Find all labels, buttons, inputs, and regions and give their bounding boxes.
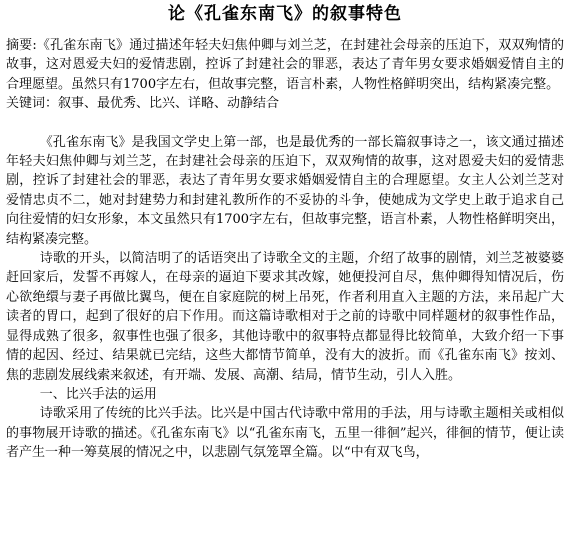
section-heading: 一、比兴手法的运用: [39, 386, 157, 402]
body-paragraph-intro: 《孔雀东南飞》是我国文学史上第一部，也是最优秀的一部长篇叙事诗之一，该文通过描述年轻夫妇焦仲卿与刘兰芝，在封建社会母亲的压迫下，双双殉情的故事，这对恩爱夫妇的爱情悲剧，控诉了封建社会的罪恶，表达了青年男女要求婚姻爱情自主的合理愿望。女主人公刘兰芝对爱情忠贞不二，她对封建势力和封建礼教所作的不妥协的斗争，使她成为文学史上敢于追求自己向往爱情的妇女形象，本文虽然只有1700字左右，但故事完整，语言朴素，人物性格鲜明突出，结构紧凑完整。: [6, 134, 564, 247]
body-paragraph-section-1: 诗歌采用了传统的比兴手法。比兴是中国古代诗歌中常用的手法，用与诗歌主题相关或相似的事物展开诗歌的描述。《孔雀东南飞》以“孔雀东南飞，五里一徘徊”起兴，徘徊的情节，便让读者产生一种一筹莫展的情况之中，以悲剧气氛笼罩全篇。以“中有双飞鸟，: [6, 406, 564, 461]
document-title: 论《孔雀东南飞》的叙事特色: [168, 4, 402, 24]
body-paragraph-opening: 诗歌的开头，以简洁明了的话语突出了诗歌全文的主题，介绍了故事的剧情，刘兰芝被婆婆赶回家后，发誓不再嫁人，在母亲的逼迫下要求其改嫁，她便投河自尽，焦仲卿得知情况后，伤心欲绝缳与妻子再做比翼鸟，便在自家庭院的树上吊死，作者利用直入主题的方法，来吊起广大读者的胃口，起到了很好的启下作用。而这篇诗歌相对于之前的诗歌中同样题材的叙事性作品，显得成熟了很多，叙事性也强了很多，其他诗歌中的叙事特点都显得比较简单，大致介绍一下事情的起因、经过、结果就已完结，这些大都情节简单，没有大的波折。而《孔雀东南飞》按刘、焦的悲剧发展线索来叙述，有开端、发展、高潮、结局，情节生动，引人入胜。: [6, 251, 564, 383]
abstract-text: 摘要:《孔雀东南飞》通过描述年轻夫妇焦仲卿与刘兰芝，在封建社会母亲的压迫下，双双殉情的故事，这对恩爱夫妇的爱情悲剧，控诉了封建社会的罪恶，表达了青年男女要求婚姻爱情自主的合理愿望。虽然只有1700字左右，但故事完整，语言朴素，人物性格鲜明突出，结构紧凑完整。: [6, 38, 564, 92]
blank-line: [6, 114, 564, 133]
keywords-line: 关键词：叙事、最优秀、比兴、详略、动静结合: [6, 96, 280, 112]
